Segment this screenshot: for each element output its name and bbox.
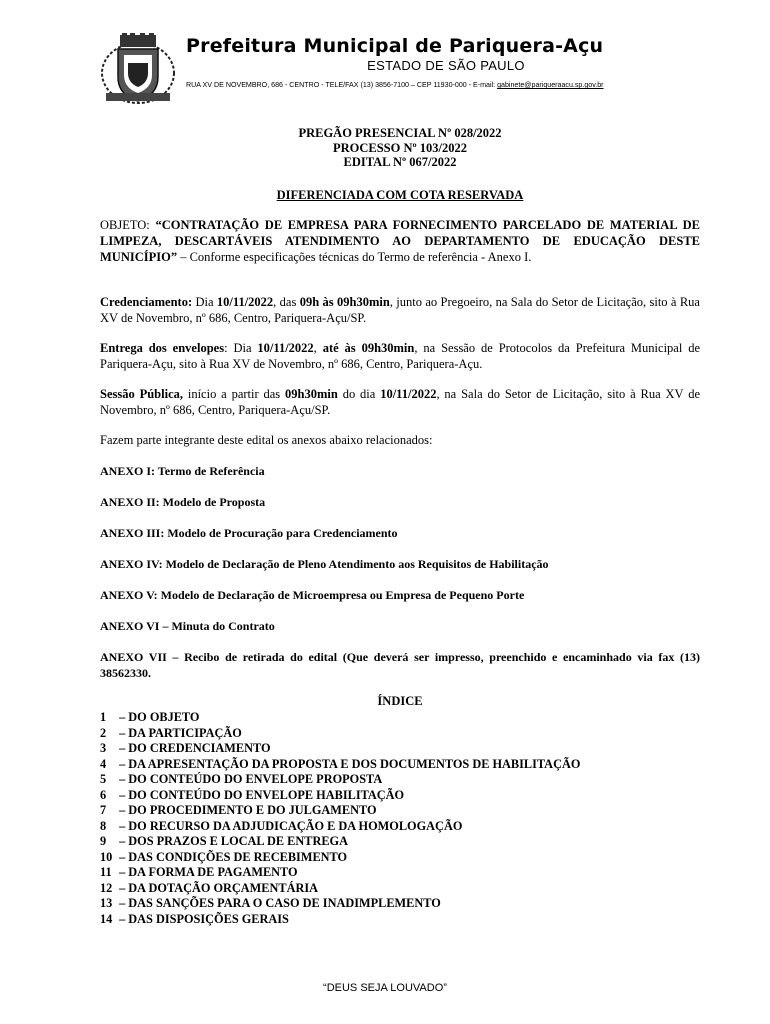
objeto-paragraph [100,217,700,265]
index-item-number: 14 [100,911,113,926]
text: início a partir das [183,387,286,401]
anexo-item: ANEXO VI – Minuta do Contrato [100,619,275,633]
sessao-paragraph [100,386,700,418]
index-item-number: 3 [100,741,107,755]
index-item-number: 1 [100,710,107,724]
index-item-number: 12 [100,880,113,895]
text: : Dia [224,341,258,355]
anexo-item: ANEXO III: Modelo de Procuração para Credenciamento [100,526,398,540]
anexo-item: ANEXO V: Modelo de Declaração de Microempresa ou Empresa de Pequeno Porte [100,588,525,602]
index-item-label: – DA DOTAÇÃO ORÇAMENTÁRIA [116,880,318,895]
municipal-coat-of-arms-icon [100,33,176,105]
index-item [100,881,700,897]
state-name: ESTADO DE SÃO PAULO [367,58,525,73]
index-item-label: – DAS DISPOSIÇÕES GERAIS [116,911,289,926]
anexo-item: ANEXO II: Modelo de Proposta [100,495,266,509]
email-link[interactable]: gabinete@pariqueraacu.sp.gov.br [497,81,604,89]
text: , na Sala do Setor de Licitação, sito à Rua XV de Novembro, nº 686, Centro, Pariquera-Açu/SP. [100,387,701,417]
objeto-label: OBJETO: [100,218,156,232]
entrega-paragraph [100,340,700,372]
index-item-number: 5 [100,772,107,786]
text: , das [273,295,300,309]
index-item-label: – DO CONTEÚDO DO ENVELOPE PROPOSTA [116,772,383,786]
index-item-number: 8 [100,818,107,833]
index-item-number: 7 [100,803,107,817]
index-item-label: – DOS PRAZOS E LOCAL DE ENTREGA [116,834,348,848]
entrega-time: até às 09h30min [322,341,415,355]
index-item [100,710,700,726]
text: Dia [192,295,217,309]
entrega-date: 10/11/2022 [257,341,314,355]
pregao-number: PREGÃO PRESENCIAL Nº 028/2022 [298,126,502,140]
index-item-label: – DO OBJETO [116,710,200,724]
entrega-label: Entrega dos envelopes [100,341,225,355]
text: , junto ao Pregoeiro, na Sala do Setor de Licitação, sito à Rua XV de Novembro, nº 686, Centro, Pariquera-Açu/SP. [100,295,700,325]
index-item [100,741,700,757]
text: , [313,341,323,355]
index-item-number: 9 [100,834,107,848]
credenciamento-date: 10/11/2022 [216,295,274,309]
index-item-label: – DO CREDENCIAMENTO [116,741,271,755]
index-item-number: 11 [100,865,112,879]
anexos-intro: Fazem parte integrante deste edital os anexos abaixo relacionados: [100,433,433,447]
index-item-number: 13 [100,896,113,910]
index-item [100,819,700,835]
credenciamento-label: Credenciamento: [100,295,193,309]
index-item-label: – DA PARTICIPAÇÃO [116,725,242,740]
index-item-label: – DAS SANÇÕES PARA O CASO DE INADIMPLEMENTO [116,896,441,910]
index-item [100,803,700,819]
anexo-item: ANEXO IV: Modelo de Declaração de Pleno Atendimento aos Requisitos de Habilitação [100,557,549,571]
organization-name: Prefeitura Municipal de Pariquera-Açu [186,35,604,57]
objeto-description: “CONTRATAÇÃO DE EMPRESA PARA FORNECIMENTO PARCELADO DE MATERIAL DE LIMPEZA, DESCARTÁVEIS ATENDIMENTO AO DEPARTAMENTO DE EDUCAÇÃO DESTE MUNICÍPIO” [100,218,701,264]
letterhead [100,30,700,105]
index-item-number: 6 [100,787,107,802]
footer-motto: “DEUS SEJA LOUVADO” [323,982,447,994]
index-item [100,912,700,928]
index-item [100,772,700,788]
index-item-number: 4 [100,756,107,771]
sessao-label: Sessão Pública, [100,387,183,401]
index-list [100,710,700,927]
index-item-label: – DO CONTEÚDO DO ENVELOPE HABILITAÇÃO [116,787,405,802]
document-titles [100,126,700,170]
index-item [100,726,700,742]
text: do dia [337,387,381,401]
text: , na Sessão de Protocolos da Prefeitura Municipal de Pariquera-Açu, sito à Rua XV de Novembro, nº 686, Centro, Pariquera-Açu. [100,341,701,371]
index-item [100,850,700,866]
index-item [100,896,700,912]
anexo-item: ANEXO VII – Recibo de retirada do edital (Que deverá ser impresso, preenchido e encaminhado via fax (13) 38562330. [100,650,700,680]
index-item-label: – DO PROCEDIMENTO E DO JULGAMENTO [116,803,377,817]
index-item-label: – DO RECURSO DA ADJUDICAÇÃO E DA HOMOLOGAÇÃO [116,818,463,833]
index-title: ÍNDICE [377,694,423,708]
index-item-label: – DAS CONDIÇÕES DE RECEBIMENTO [116,849,348,864]
objeto-rest: – Conforme especificações técnicas do Termo de referência - Anexo I. [177,250,532,264]
index-item-number: 10 [100,849,113,864]
sessao-date: 10/11/2022 [380,387,437,401]
processo-number: PROCESSO Nº 103/2022 [332,140,467,155]
address-line [186,81,706,89]
index-item-number: 2 [100,725,107,740]
index-item-label: – DA FORMA DE PAGAMENTO [116,865,298,879]
index-item [100,757,700,773]
index-item-label: – DA APRESENTAÇÃO DA PROPOSTA E DOS DOCUMENTOS DE HABILITAÇÃO [116,756,581,771]
edital-number: EDITAL Nº 067/2022 [343,155,457,169]
index-item [100,834,700,850]
index-item [100,788,700,804]
index-item [100,865,700,881]
credenciamento-paragraph [100,294,700,326]
credenciamento-time: 09h às 09h30min [299,295,390,309]
cota-reservada-title: DIFERENCIADA COM COTA RESERVADA [276,188,524,202]
address-text: RUA XV DE NOVEMBRO, 686 - CENTRO - TELE/FAX (13) 3856-7100 – CEP 11930-000 - E-mail: [186,81,498,89]
sessao-time: 09h30min [285,387,338,401]
anexo-item: ANEXO I: Termo de Referência [100,464,265,478]
